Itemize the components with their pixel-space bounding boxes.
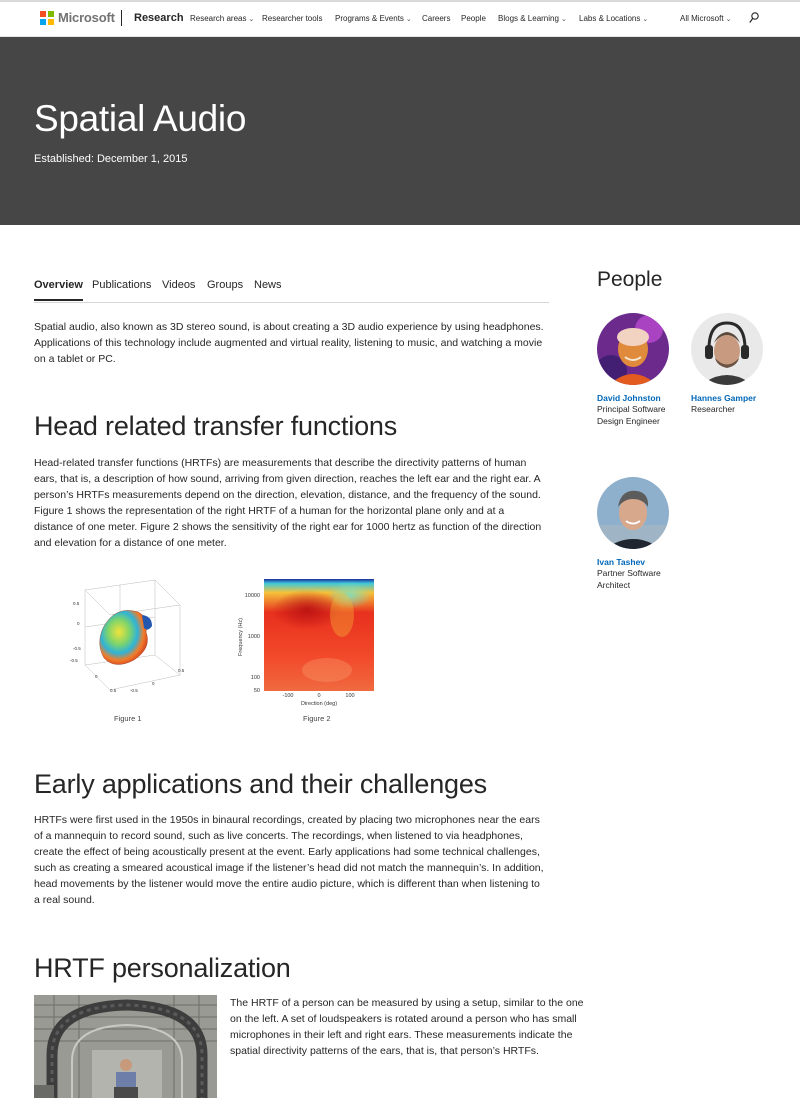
- person-name-link[interactable]: Hannes Gamper: [691, 393, 757, 403]
- nav-item-label: Research areas: [190, 14, 247, 23]
- fig2-ylabel: Frequency (Hz): [238, 618, 244, 656]
- established-date: Established: December 1, 2015: [34, 153, 188, 165]
- nav-item-label: Programs & Events: [335, 14, 404, 23]
- microsoft-logo-icon[interactable]: [40, 11, 54, 25]
- personalization-paragraph: The HRTF of a person can be measured by using a setup, similar to the one on the left. A set of loudspeakers is rotated around a person who has small microphones in their left and right ears. These measurements indicate the spatial directivity patterns of the ears, that is, that person’s HRTFs.: [230, 997, 584, 1057]
- page-title: Spatial Audio: [34, 98, 247, 139]
- fig2-xtick: 0: [317, 693, 321, 699]
- nav-item-label: Researcher tools: [262, 14, 323, 23]
- avatar[interactable]: [597, 313, 669, 385]
- nav-labs-locations[interactable]: [579, 14, 648, 23]
- nav-item-label: Labs & Locations: [579, 14, 641, 23]
- fig2-xtick: 100: [345, 693, 355, 699]
- fig1-tick-label: 0: [77, 621, 80, 626]
- nav-item-label: People: [461, 14, 486, 23]
- heading-early-applications: Early applications and their challenges: [34, 769, 487, 799]
- hero-banner: [0, 37, 800, 225]
- fig1-tick-label: -0.5: [130, 688, 138, 693]
- heading-hrtf: Head related transfer functions: [34, 411, 398, 441]
- nav-careers[interactable]: [422, 14, 450, 23]
- tab-publications[interactable]: Publications: [92, 279, 152, 291]
- person-role: Principal Software: [597, 404, 666, 414]
- heading-hrtf-personalization: HRTF personalization: [34, 953, 291, 983]
- people-heading: People: [597, 268, 663, 291]
- nav-people[interactable]: [461, 14, 486, 23]
- fig1-tick-label: 0: [152, 681, 155, 686]
- avatar[interactable]: [597, 477, 669, 549]
- nav-item-label: Careers: [422, 14, 451, 23]
- person-role: Partner Software: [597, 568, 661, 578]
- person-card: [597, 477, 689, 591]
- avatar-portrait-illustration: [597, 477, 669, 549]
- nav-item-label: All Microsoft: [680, 14, 724, 23]
- avatar-portrait-illustration: [691, 313, 763, 385]
- tab-news[interactable]: News: [254, 279, 282, 291]
- fig2-ytick: 1000: [247, 634, 260, 640]
- hrtf-paragraph: Head-related transfer functions (HRTFs) are measurements that describe the directivity patterns of human ears, that is, a description of how sound, arriving from given direction, reaches the left ear and the right ear. A person’s HRTFs measurements depend on the direction, elevation, distance, and the frequency of the sound. Figure 1 shows the representation of the right HRTF of a human for the horizontal plane only and at a distance of one meter. Figure 2 shows the sensitivity of the right ear for 1000 hertz as function of the direction and elevation for a distance of one meter.: [34, 457, 542, 549]
- fig2-xlabel: Direction (deg): [300, 701, 338, 707]
- fig1-tick-label: 0.5: [73, 601, 80, 606]
- avatar-portrait-illustration: [597, 313, 669, 385]
- figure-2-caption: Figure 2: [303, 714, 331, 723]
- fig2-ytick: 100: [250, 675, 260, 681]
- chevron-down-icon: ⌄: [725, 16, 732, 23]
- hrtf-measurement-lab-photo: [34, 995, 217, 1098]
- person-name-link[interactable]: Ivan Tashev: [597, 557, 646, 567]
- person-name-link[interactable]: David Johnston: [597, 393, 661, 403]
- fig1-tick-label: -0.5: [70, 658, 78, 663]
- person-role: Researcher: [691, 404, 735, 414]
- chevron-down-icon: ⌄: [642, 16, 649, 23]
- nav-divider: [121, 10, 122, 26]
- fig1-tick-label: 0: [95, 674, 98, 679]
- figure-1-hrtf-3d-plot: [60, 570, 200, 705]
- early-applications-paragraph: HRTFs were first used in the 1950s in binaural recordings, created by placing two microphones near the ears of a mannequin to record sound, such as live concerts. The recordings, when listened to via headphones, create the effect of being acoustically present at the event. Early applications had some technical challenges, such as creating a smeared acoustical image if the listener’s head did not match the mannequin’s. In addition, head movements by the listener would move the entire audio picture, which is different than when listening to a real sound.: [34, 814, 544, 906]
- fig1-tick-label: 0.5: [178, 668, 185, 673]
- chevron-down-icon: ⌄: [405, 16, 412, 23]
- intro-paragraph: Spatial audio, also known as 3D stereo sound, is about creating a 3D audio experience by using headphones. Applications of this technology include augmented and virtual reality, listening to music, and watching a movie on a tablet or PC.: [34, 321, 544, 365]
- search-icon[interactable]: [749, 12, 759, 24]
- fig1-tick-label: -0.5: [73, 646, 81, 651]
- project-tabs: [34, 279, 549, 303]
- nav-blogs-learning[interactable]: [498, 14, 567, 23]
- nav-researcher-tools[interactable]: [262, 14, 322, 23]
- chevron-down-icon: ⌄: [248, 16, 255, 23]
- nav-research-areas[interactable]: [190, 14, 254, 23]
- tab-videos[interactable]: Videos: [162, 279, 196, 291]
- tab-overview[interactable]: Overview: [34, 279, 83, 291]
- person-role: Architect: [597, 580, 631, 590]
- chevron-down-icon: ⌄: [560, 16, 567, 23]
- person-role: Design Engineer: [597, 416, 660, 426]
- nav-item-label: Blogs & Learning: [498, 14, 559, 23]
- figure-1-caption: Figure 1: [114, 714, 142, 723]
- lab-photo-illustration: [34, 995, 217, 1098]
- person-card: [597, 313, 689, 427]
- avatar[interactable]: [691, 313, 763, 385]
- fig2-xtick: -100: [282, 693, 294, 699]
- nav-all-microsoft[interactable]: [680, 14, 731, 23]
- microsoft-brand-link[interactable]: Microsoft: [58, 10, 115, 25]
- top-navigation-bar: [0, 0, 800, 37]
- fig1-tick-label: 0.5: [110, 688, 117, 693]
- research-home-link[interactable]: Research: [134, 12, 184, 24]
- person-card: [691, 313, 783, 415]
- nav-programs-events[interactable]: [335, 14, 412, 23]
- fig2-ytick: 10000: [244, 593, 260, 599]
- tab-groups[interactable]: Groups: [207, 279, 244, 291]
- figure-2-heatmap: [232, 575, 382, 710]
- fig2-ytick: 50: [253, 688, 260, 694]
